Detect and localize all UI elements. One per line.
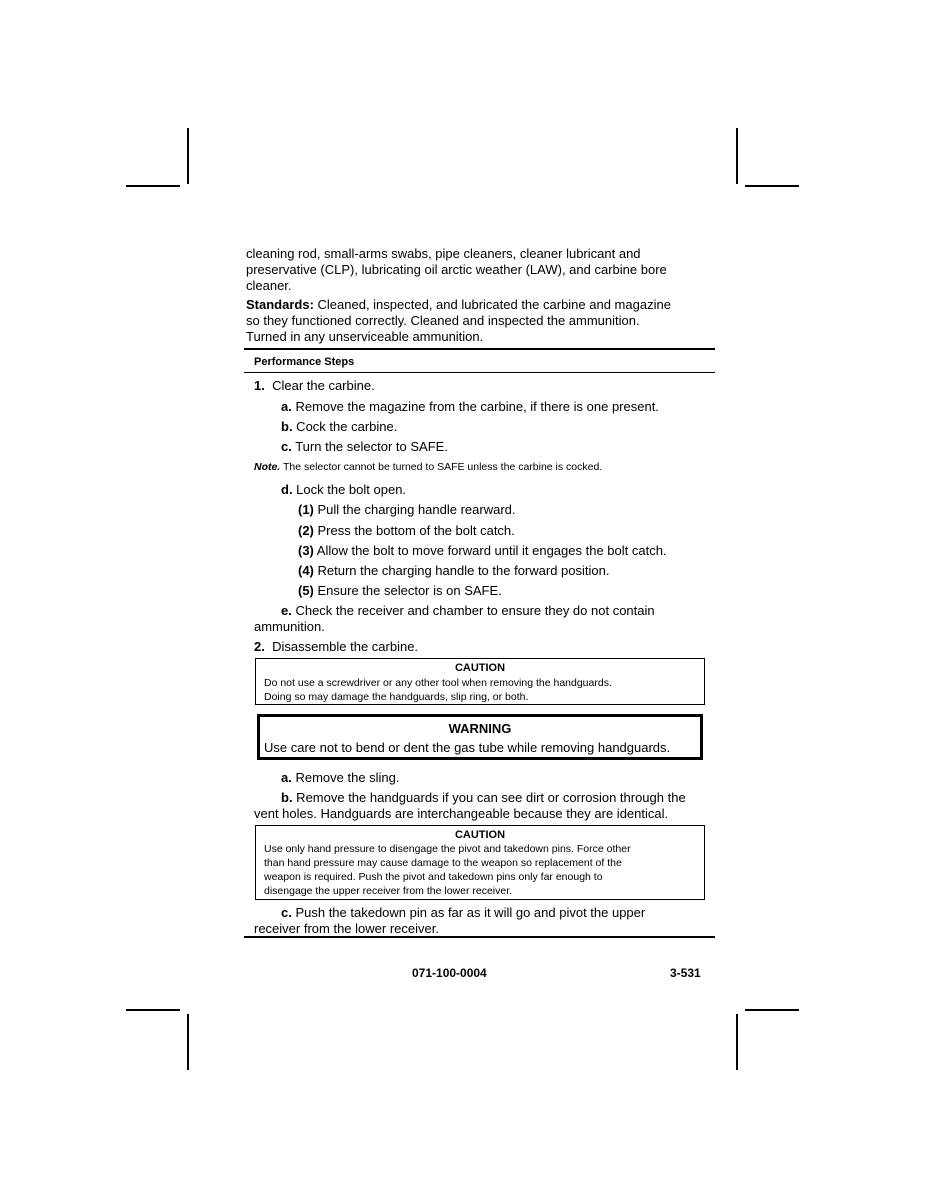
caution-2-title: CAUTION [454, 829, 506, 841]
step-1b: b. Cock the carbine. [281, 419, 398, 434]
caution-box-1 [255, 658, 705, 705]
performance-header: Performance Steps [254, 356, 355, 368]
standards-line-2: so they functioned correctly. Cleaned and inspected the ammunition. [246, 313, 640, 328]
crop-mark-bottom-right-horizontal [745, 1009, 799, 1011]
crop-mark-bottom-left-horizontal [126, 1009, 180, 1011]
step-2-number: 2. [254, 639, 265, 654]
step-1-number: 1. [254, 378, 265, 393]
step-1a: a. Remove the magazine from the carbine, if there is one present. [281, 399, 659, 414]
note-text: The selector cannot be turned to SAFE unless the carbine is cocked. [280, 461, 603, 473]
warning-title: WARNING [448, 721, 512, 736]
warning-text: Use care not to bend or dent the gas tube while removing handguards. [264, 740, 671, 755]
caution-1-line-2: Doing so may damage the handguards, slip ring, or both. [264, 691, 529, 703]
intro-line-1: cleaning rod, small-arms swabs, pipe cleaners, cleaner lubricant and [246, 246, 641, 261]
step-1c: c. Turn the selector to SAFE. [281, 439, 448, 454]
step-2-text: Disassemble the carbine. [272, 639, 419, 654]
caution-1-line-1: Do not use a screwdriver or any other tool when removing the handguards. [264, 677, 612, 689]
step-2b-line-2: vent holes. Handguards are interchangeable because they are identical. [254, 806, 669, 821]
bottom-rule [244, 936, 715, 938]
step-2 [254, 639, 418, 655]
step-1d-4: (4) Return the charging handle to the forward position. [298, 563, 610, 578]
warning-box [257, 714, 703, 760]
crop-mark-bottom-right-vertical [736, 1014, 738, 1070]
standards-line-3: Turned in any unserviceable ammunition. [246, 329, 484, 344]
standards-line-1 [246, 297, 671, 313]
performance-top-rule [244, 348, 715, 350]
caution-2-line-3: weapon is required. Push the pivot and takedown pins only far enough to [264, 871, 603, 883]
caution-box-2 [255, 825, 705, 900]
note-label: Note. [254, 461, 281, 473]
step-1d: d. Lock the bolt open. [281, 482, 407, 497]
crop-mark-top-left-horizontal [126, 185, 180, 187]
caution-2-line-4: disengage the upper receiver from the lower receiver. [264, 885, 513, 897]
step-1e-line-1: e. Check the receiver and chamber to ensure they do not contain [281, 603, 655, 618]
crop-mark-top-right-vertical [736, 128, 738, 184]
note [254, 460, 602, 474]
intro-line-3: cleaner. [246, 278, 292, 293]
step-1d-1: (1) Pull the charging handle rearward. [298, 502, 516, 517]
performance-bottom-rule [244, 372, 715, 373]
step-1d-2: (2) Press the bottom of the bolt catch. [298, 523, 515, 538]
step-2c-line-2: receiver from the lower receiver. [254, 921, 439, 936]
step-2c-line-1: c. Push the takedown pin as far as it will go and pivot the upper [281, 905, 646, 920]
standards-label: Standards: [246, 297, 314, 312]
caution-1-title: CAUTION [454, 662, 506, 674]
intro-line-2: preservative (CLP), lubricating oil arctic weather (LAW), and carbine bore [246, 262, 667, 277]
crop-mark-top-left-vertical [187, 128, 189, 184]
footer-page-number: 3-531 [670, 966, 701, 980]
standards-text-1: Cleaned, inspected, and lubricated the carbine and magazine [313, 297, 671, 312]
step-1 [254, 378, 375, 394]
crop-mark-top-right-horizontal [745, 185, 799, 187]
step-2a: a. Remove the sling. [281, 770, 400, 785]
caution-2-line-1: Use only hand pressure to disengage the pivot and takedown pins. Force other [264, 843, 631, 855]
caution-2-line-2: than hand pressure may cause damage to the weapon so replacement of the [264, 857, 622, 869]
step-1d-3: (3) Allow the bolt to move forward until it engages the bolt catch. [298, 543, 667, 558]
step-1e-line-2: ammunition. [254, 619, 325, 634]
step-2b-line-1: b. Remove the handguards if you can see dirt or corrosion through the [281, 790, 686, 805]
step-1-text: Clear the carbine. [272, 378, 375, 393]
crop-mark-bottom-left-vertical [187, 1014, 189, 1070]
step-1d-5: (5) Ensure the selector is on SAFE. [298, 583, 502, 598]
footer-task-number: 071-100-0004 [412, 966, 487, 980]
